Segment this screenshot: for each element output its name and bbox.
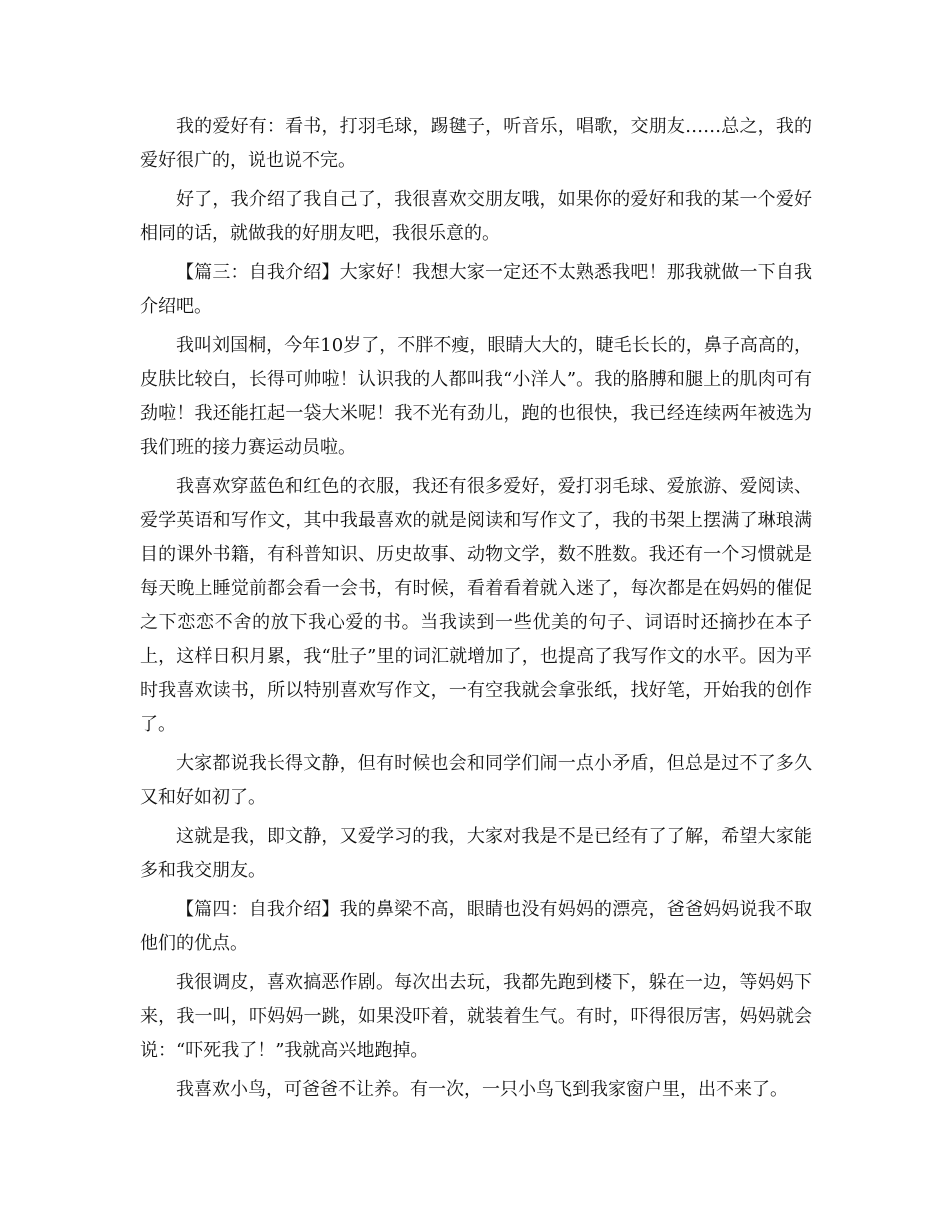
paragraph-hobbies: 我的爱好有：看书，打羽毛球，踢毽子，听音乐，唱歌，交朋友……总之，我的爱好很广的，说也说不完。 <box>140 116 812 171</box>
paragraph-appearance: 我叫刘国桐，今年10岁了，不胖不瘦，眼睛大大的，睫毛长长的，鼻子高高的，皮肤比较白，长得可帅啦！认识我的人都叫我“小洋人”。我的胳膊和腿上的肌肉可有劲啦！我还能扛起一袋大米呢！我不光有劲儿，跑的也很快，我已经连续两年被选为我们班的接力赛运动员啦。 <box>140 335 812 458</box>
document-body <box>140 110 812 1112</box>
paragraph-bird: 我喜欢小鸟，可爸爸不让养。有一次，一只小鸟飞到我家窗户里，出不来了。 <box>176 1079 788 1100</box>
paragraph-part-three-intro: 【篇三：自我介绍】大家好！我想大家一定还不太熟悉我吧！那我就做一下自我介绍吧。 <box>140 262 812 317</box>
paragraph-mischief: 我很调皮，喜欢搞恶作剧。每次出去玩，我都先跑到楼下，躲在一边，等妈妈下来，我一叫，吓妈妈一跳，如果没吓着，就装着生气。有时，吓得很厉害，妈妈就会说：“吓死我了！”我就高兴地跑掉。 <box>140 972 812 1061</box>
paragraph-part-four-intro: 【篇四：自我介绍】我的鼻梁不高，眼睛也没有妈妈的漂亮，爸爸妈妈说我不取他们的优点。 <box>140 899 812 954</box>
paragraph-make-friends: 好了，我介绍了我自己了，我很喜欢交朋友哦，如果你的爱好和我的某一个爱好相同的话，就做我的好朋友吧，我很乐意的。 <box>140 189 812 244</box>
paragraph-reading-writing: 我喜欢穿蓝色和红色的衣服，我还有很多爱好，爱打羽毛球、爱旅游、爱阅读、爱学英语和写作文，其中我最喜欢的就是阅读和写作文了，我的书架上摆满了琳琅满目的课外书籍，有科普知识、历史故事、动物文学，数不胜数。我还有一个习惯就是每天晚上睡觉前都会看一会书，有时候，看着看着就入迷了，每次都是在妈妈的催促之下恋恋不舍的放下我心爱的书。当我读到一些优美的句子、词语时还摘抄在本子上，这样日积月累，我“肚子”里的词汇就增加了，也提高了我写作文的水平。因为平时我喜欢读书，所以特别喜欢写作文，一有空我就会拿张纸，找好笔，开始我的创作了。 <box>140 476 812 735</box>
paragraph-quiet-personality: 大家都说我长得文静，但有时候也会和同学们闹一点小矛盾，但总是过不了多久又和好如初了。 <box>140 753 812 808</box>
paragraph-this-is-me: 这就是我，即文静，又爱学习的我，大家对我是不是已经有了了解，希望大家能多和我交朋友。 <box>140 826 812 881</box>
